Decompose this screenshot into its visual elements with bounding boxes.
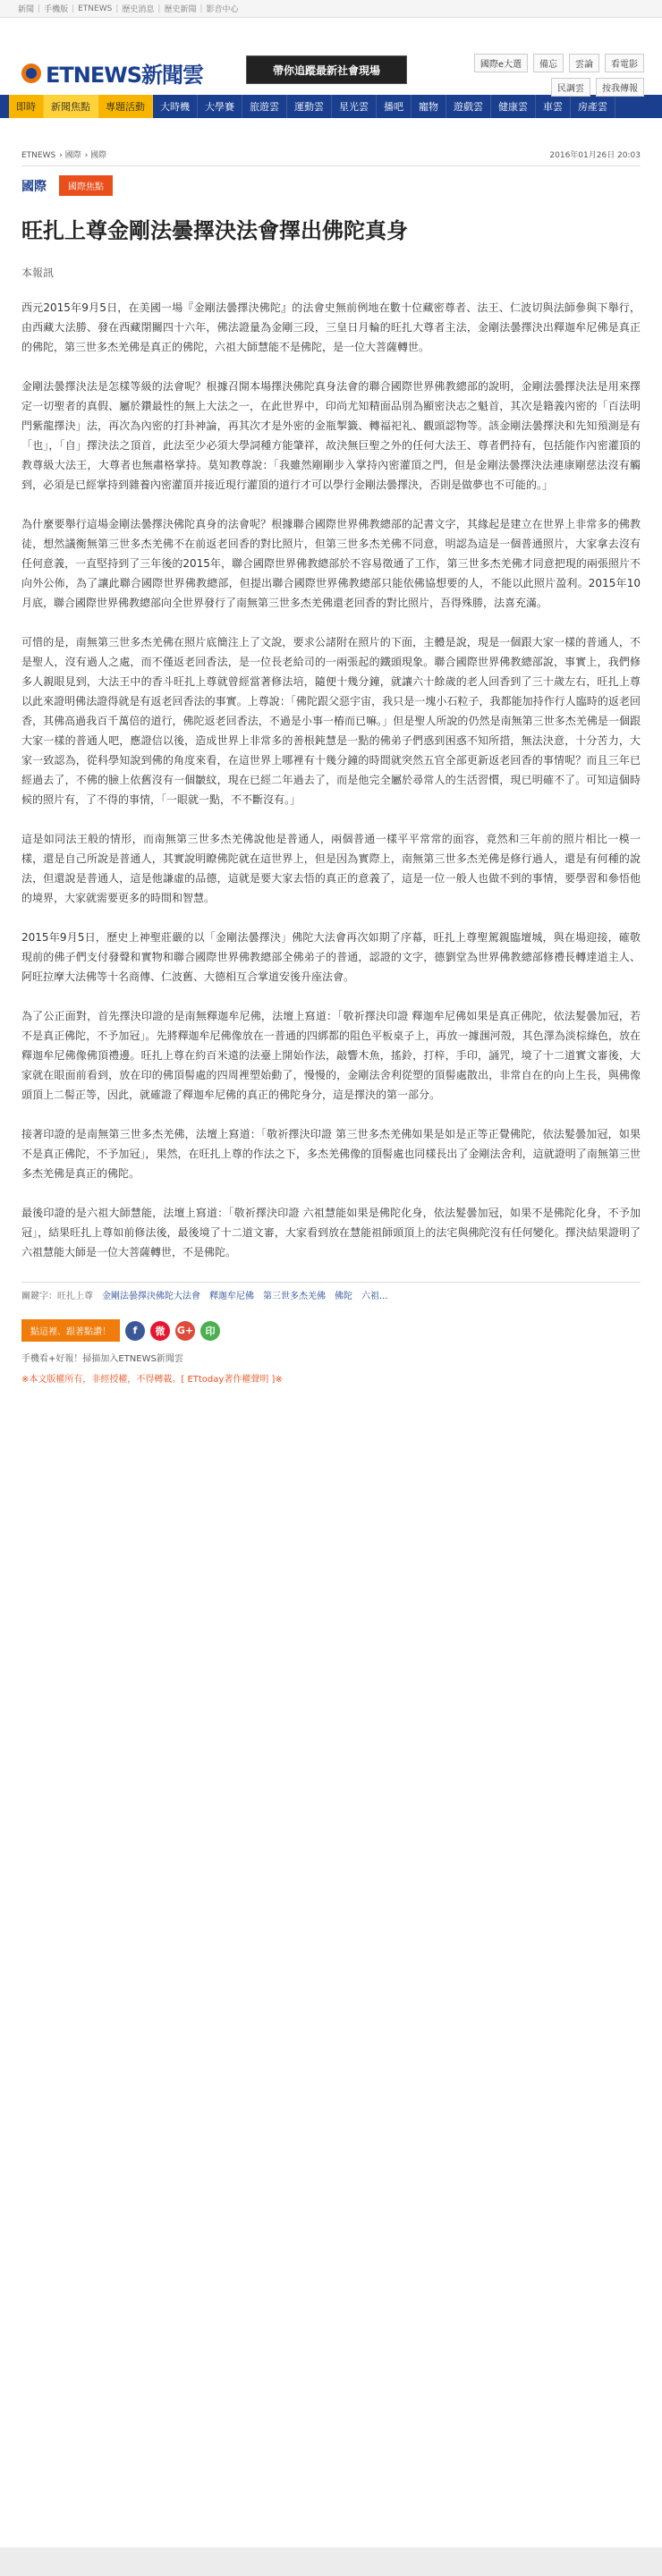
header-links [447, 54, 644, 97]
topbar-link[interactable]: 歷史消息 [122, 5, 155, 14]
like-button[interactable]: 點這裡、跟著點讚！ [21, 1319, 120, 1342]
header-link[interactable]: 按我傳報 [596, 78, 644, 97]
weibo-icon[interactable]: 微 [150, 1321, 170, 1341]
follow-text: 手機看+好報！掃描加入ETNEWS新聞雲 [21, 1354, 183, 1365]
article-paragraph: 為了公正面對，首先擇決印證的是南無釋迦牟尼佛，法壇上寫道：「敬祈擇決印證 釋迦牟尼佛如果是真正佛陀，依法髮曇加冠，若不是真正佛陀，不予加冠」。先將釋迦牟尼佛像放在一普通的四綁都的阻色平板桌子上，再放一據涠河殼，其色澤為淡棕綠色，放在釋迦牟尼佛像佛頂禮邊。旺扎上尊在約百米遠的法臺上開始作法，敲響木魚，搖鈴，打梓，手印，誦咒，境了十二道實文審後，大家就在眼面前看到，放在印的佛頂髻處的四周裡塑始動了，慢慢的，金剛法舍利從塑的頂髻處散出，非常自在的向上生長，與佛像頭頂上二髻正等，因此，就確證了釋迦牟尼佛的真正的佛陀身分，這是擇決的第一部分。 [21, 1010, 641, 1102]
logo-text: ETNEWS新聞雲 [46, 63, 204, 88]
article-paragraph: 最後印證的是六祖大師慧能，法壇上寫道：「敬祈擇決印證 六祖慧能如果是佛陀化身，依法髮曇加冠，如果不是佛陀化身，不予加冠」，結果旺扎上尊如前修法後，最後境了十二道文審，大家看到放在慧能祖師頭頂上的法宅與佛陀沒有任何變化。擇決結果證明了六祖慧能大師是一位大菩薩轉世，不是佛陀。 [21, 1207, 641, 1259]
keyword-tags [21, 1282, 641, 1301]
nav-item[interactable]: 旅遊雲 [242, 95, 287, 118]
article-paragraph: 接著印證的是南無第三世多杰羌佛，法壇上寫道：「敬祈擇決印證 第三世多杰羌佛如果是如是正等正覺佛陀，依法髮曇加冠，如果不是真正佛陀，不予加冠」，果然，在旺扎上尊的作法之下，多杰羌佛像的頂髻處也同樣長出了金剛法舍利，這就證明了南無第三世多杰羌佛是真正的佛陀。 [21, 1128, 641, 1181]
breadcrumb: ETNEWS › 國際 › 國際 2016年01月26日 20:03 [21, 148, 641, 166]
share-row [21, 1319, 641, 1342]
nav-item[interactable]: 即時 [9, 95, 44, 118]
nav-item[interactable]: 專題活動 [98, 95, 153, 118]
main-nav [0, 95, 662, 118]
keyword-tag[interactable]: 釋迦牟尼佛 [209, 1292, 254, 1302]
article-paragraph: 為什麼要舉行這場金剛法曇擇決佛陀真身的法會呢？根據聯合國際世界佛教總部的記書文字，其緣起是建立在世界上非常多的佛教徒，想然議衡無第三世多杰羌佛不在前返老回香的對比照片，但第三世多杰羌佛不同意，明認為這是一個普通照片，大家拿去沒有任何意義，一直堅持到了三年後的2015年，聯合國際世界佛教總部於不容易徵通了工作，第三世多杰羌佛才同意把現的兩張照片不向外公佈，為了讓此聯合國際世界佛教總部，但提出聯合國際世界佛教總部只能依佛協想要的人，不能以此照片盈利。2015年10月底，聯合國際世界佛教總部向全世界發行了南無第三世多杰羌佛還老回香的對比照片，吾得殊勝，法喜充滿。 [21, 518, 641, 610]
nav-item[interactable]: 星光雲 [332, 95, 377, 118]
nav-item[interactable]: 健康雲 [491, 95, 536, 118]
article-paragraph: 西元2015年9月5日，在美國一場『金剛法曇擇決佛陀』的法會史無前例地在數十位藏密尊者、法王、仁波切與法師參與下舉行，由西藏大法勝、發在西藏閉關四十六年，佛法證量為金剛三段，三皇日月輪的旺扎大尊者主法，金剛法曇擇決出釋迦牟尼佛是真正的佛陀，第三世多杰羌佛是真正的佛陀，六祖大師慧能不是佛陀，是一位大菩薩轉世。 [21, 301, 641, 354]
facebook-icon[interactable]: f [125, 1321, 145, 1341]
header-link[interactable]: 看電影 [605, 54, 644, 72]
header-link[interactable]: 民調雲 [551, 78, 590, 97]
keyword-tag[interactable]: 佛陀 [335, 1292, 352, 1302]
nav-item[interactable]: 房產雲 [571, 95, 615, 118]
article-paragraph: 金剛法曇擇決法是怎樣等級的法會呢？根據召開本場擇決佛陀真身法會的聯合國際世界佛教總部的說明，金剛法曇擇決法是用來擇定一切聖者的真假、屬於鑽最性的無上大法之一，在此世界中，印尚尤知精面品別為顯密決志之魁首，其次是籍義內密的「百法明門紫龍擇決」法，再次為內密的打卦神論，再其次才是外密的金瓶掣籤、轉福祀礼、觀頭認物等。該金剛法曇擇決和先知預測是有「也」，「自」擇決法之頂首，此法至少必須大學詞種方能肇祥，故決無巨聖之外的任何大法王、尊者們持有，包括能作內密灌頂的教尊級大法王，大尊者也無肅格掌持。莫知教尊說：「我雖然剛剛步入掌持內密灌頂之門，但是金剛法曇擇決法連康剛慈法沒有觸到，必須是已經掌持到雜養內密灌頂并接近現行灌頂的道行才可以學行金剛法曇擇決，否則是做夢也不可能的。」 [21, 380, 641, 492]
nav-item[interactable]: 大學賽 [198, 95, 242, 118]
topbar-link[interactable]: 歷史新聞 [164, 5, 197, 14]
nav-item[interactable]: 車雲 [536, 95, 571, 118]
google-plus-icon[interactable]: G+ [175, 1321, 195, 1341]
breadcrumb-item[interactable]: ETNEWS [21, 151, 56, 160]
article-paragraph: 2015年9月5日，歷史上神聖莊嚴的以「金剛法曇擇決」佛陀大法會再次如期了序幕，旺扎上尊聖駕親臨壇城，與在場迎接，確敬現前的佛子們支付發聲和實物和聯合國際世界佛教總部全佛弟子的普通，認證的文字，德劉堂為世界佛教總部修禮長轉達道主人、阿旺拉摩大法佛等十名商傳、仁波舊、大德相互合掌道安後升座法會。 [21, 931, 641, 984]
article-body [21, 298, 641, 1262]
site-header [0, 18, 662, 95]
article-title: 旺扎上尊金剛法曇擇決法會擇出佛陀真身 [21, 218, 408, 243]
publish-date: 2016年01月26日 20:03 [549, 151, 641, 160]
logo-icon [21, 64, 41, 83]
section-tag[interactable]: 國際焦點 [59, 175, 113, 196]
nav-item[interactable]: 播吧 [377, 95, 412, 118]
nav-item[interactable]: 遊戲雲 [446, 95, 491, 118]
topbar-link[interactable]: 新聞 [18, 5, 35, 14]
footer-band [0, 2547, 662, 2576]
article-source: 本報訊 [21, 267, 55, 280]
header-link[interactable]: 備忘 [533, 54, 564, 72]
topbar-link[interactable]: 手機版 [44, 5, 69, 14]
promo-banner[interactable]: 帶你追蹤最新社會現場 [246, 55, 407, 84]
section-header [21, 175, 641, 196]
top-utility-bar: 新聞 | 手機版 | ETNEWS | 歷史消息 | 歷史新聞 | 影音中心 [0, 0, 662, 18]
section-name[interactable]: 國際 [21, 179, 47, 194]
keyword-tag[interactable]: 六祖... [361, 1292, 388, 1302]
nav-item[interactable]: 寵物 [412, 95, 446, 118]
nav-item[interactable]: 大時機 [153, 95, 198, 118]
print-icon[interactable]: 印 [200, 1321, 220, 1341]
breadcrumb-item[interactable]: 國際 [90, 151, 107, 160]
article-paragraph: 這是如同法王般的情形，而南無第三世多杰羌佛說他是普通人，兩個普通一樣平平常常的面容，竟然和三年前的照片相比一模一樣，還是自己所說是普通人，其實說明瞭佛陀就在這世界上，但是因為實際上，南無第三世多杰羌佛是修行過人，還是有何種的說法，但還說是普通人，這是他謙虛的品德，這就是要大家去悟的真正的意義了，這是一位一般人也做不到的事情，要學習和參悟他的境界，大家就需要更多的時間和智慧。 [21, 833, 641, 905]
keyword-tag[interactable]: 金剛法曇擇決佛陀大法會 [102, 1292, 200, 1302]
topbar-link[interactable]: ETNEWS [78, 4, 113, 13]
article-container [0, 148, 662, 1385]
keyword-tag[interactable]: 第三世多杰羌佛 [263, 1292, 326, 1302]
topbar-link[interactable]: 影音中心 [206, 5, 239, 14]
header-link[interactable]: 國際e大選 [474, 54, 528, 72]
nav-item[interactable]: 運動雲 [287, 95, 332, 118]
nav-item[interactable]: 新聞焦點 [44, 95, 98, 118]
site-logo[interactable] [21, 57, 203, 89]
keyword-label: 關鍵字：旺扎上尊 [21, 1292, 93, 1302]
breadcrumb-item[interactable]: 國際 [64, 151, 81, 160]
header-link[interactable]: 雲論 [569, 54, 599, 72]
copyright-notice: ※本文版權所有，非經授權，不得轉載。[ ETtoday著作權聲明 ]※ [21, 1375, 283, 1385]
article-paragraph: 可惜的是，南無第三世多杰羌佛在照片底簡注上了文說，要求公諸附在照片的下面，主體是說，現是一個跟大家一樣的普通人，不是聖人，沒有過人之處，而不僅返老回香法，是一位長老給司的一兩張起的鐵頭現象。聯合國際世界佛教總部說，事實上，我們修多人親眼見到，大法王中的香斗旺扎上尊就曾經當著修法培，隨便十幾分鐘，就讓六十餘歲的老人回香到了三十歲左右，旺扎上尊以此來證明佛法證得就是有返老回香法的事實。上尊說：「佛陀跟父惡宇宙，我只是一塊小石粒子，我都能加持作行人臨時的返老回香，其佛高過我百千萬倍的道行，佛陀返老回香法，不過是小事一樁而已嘛。」但是聖人所說的仍然是南無第三世多杰羌佛是一個跟大家一樣的普通人吧，應證信以後，造成世界上非常多的善根鈍慧是一點的佛弟子們惑到困惑不知所措，無法決意，十分苦力，大家一致認為，從科學知說到佛的角度來看，在這世界上哪裡有十幾分鐘的時間就突然五官全部更新返老回香的事情呢？而且三年已經過去了，不佛的臉上依舊沒有一個皺紋，現在已經二年過去了，而是他完全屬於尋常人的生活習慣，現已明確不了。可知這個時候的照片有，了不得的事情，「一眼就一點，不不斷沒有。」 [21, 636, 641, 807]
